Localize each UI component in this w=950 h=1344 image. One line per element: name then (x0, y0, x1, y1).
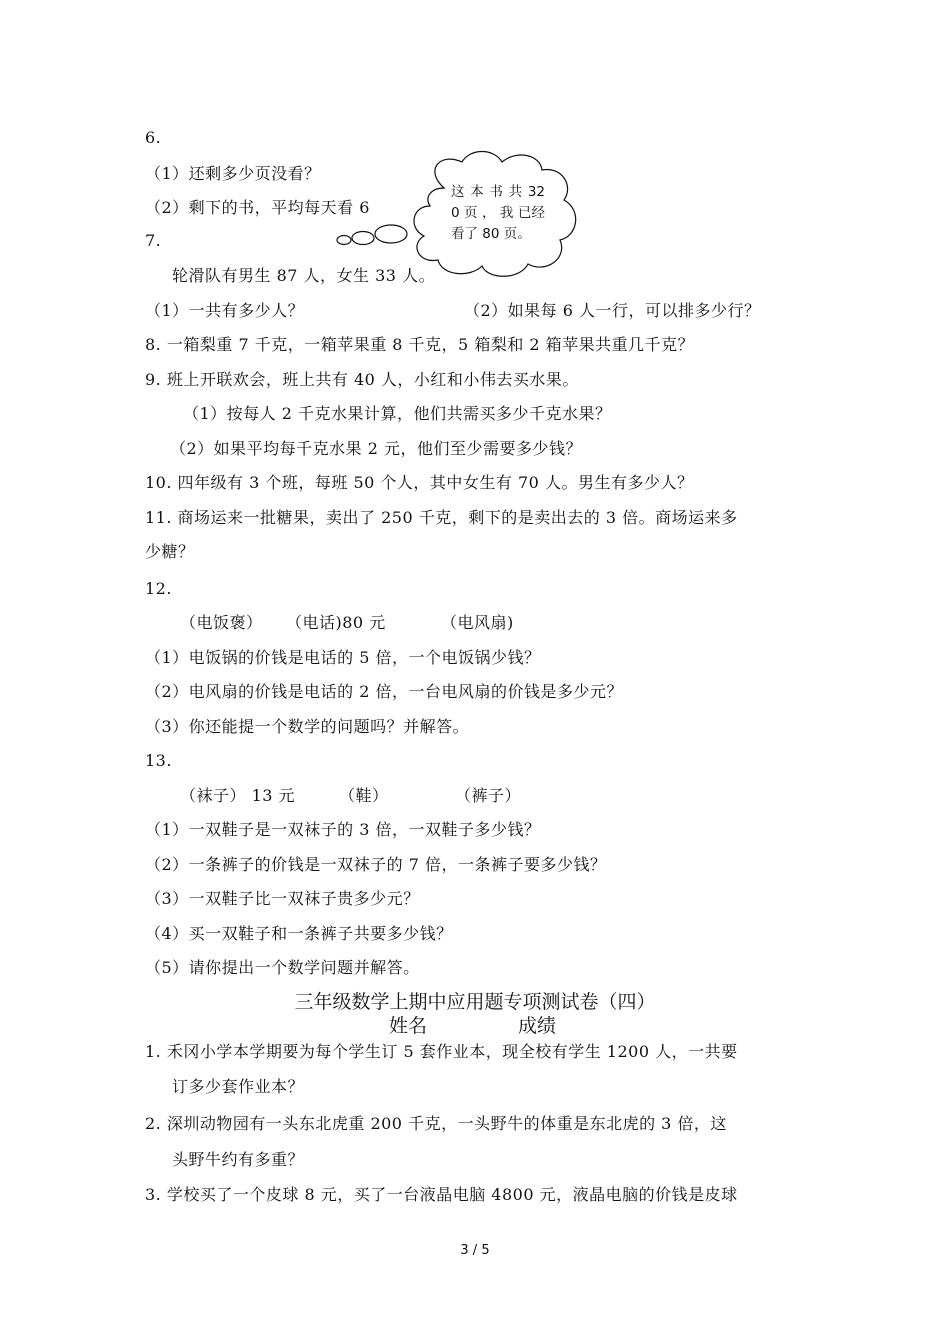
item-electric-fan: （电风扇) (441, 613, 514, 632)
section-question-1-line-2: 订多少套作业本？ (172, 1077, 305, 1096)
question-13-part-2: （2）一条裤子的价钱是一双袜子的 7 倍，一条裤子要多少钱？ (145, 855, 607, 874)
question-10: 10. 四年级有 3 个班，每班 50 个人，其中女生有 70 人。男生有多少人？ (145, 473, 694, 492)
question-6-number: 6. (145, 128, 162, 147)
question-13-number: 13. (145, 751, 172, 770)
question-7-part-1: （1）一共有多少人？ (145, 301, 305, 320)
item-shoes: （鞋） (339, 786, 389, 805)
item-pants: （裤子） (455, 786, 522, 805)
question-12-part-2: （2）电风扇的价钱是电话的 2 倍，一台电风扇的价钱是多少元？ (145, 682, 624, 701)
item-socks-price: （袜子） 13 元 (180, 786, 296, 805)
question-9-part-1: （1）按每人 2 千克水果计算，他们共需买多少千克水果？ (183, 404, 612, 423)
page-number: 3 / 5 (460, 1243, 490, 1258)
question-6-part-1: （1）还剩多少页没看？ (145, 164, 321, 183)
question-11-line-2: 少糖？ (145, 542, 195, 561)
question-12-number: 12. (145, 579, 172, 598)
question-13-part-3: （3）一双鞋子比一双袜子贵多少元？ (145, 889, 420, 908)
question-12-part-3: （3）你还能提一个数学的问题吗？并解答。 (145, 717, 470, 736)
question-11-line-1: 11. 商场运来一批糖果，卖出了 250 千克，剩下的是卖出去的 3 倍。商场运来多 (145, 508, 738, 527)
question-13-part-4: （4）买一双鞋子和一条裤子共要多少钱？ (145, 924, 453, 943)
section-question-1-line-1: 1. 禾冈小学本学期要为每个学生订 5 套作业本，现全校有学生 1200 人，一共要 (145, 1042, 738, 1061)
question-6-part-2: （2）剩下的书，平均每天看 6 (145, 198, 370, 217)
item-telephone-price: （电话)80 元 (286, 613, 386, 632)
name-label: 姓名 (389, 1015, 428, 1037)
section-question-2-line-2: 头野牛约有多重？ (172, 1150, 305, 1169)
question-9-part-2: （2）如果平均每千克水果 2 元，他们至少需要多少钱？ (170, 439, 583, 458)
score-label: 成绩 (518, 1015, 557, 1037)
question-9: 9. 班上开联欢会，班上共有 40 人，小红和小伟去买水果。 (145, 370, 579, 389)
section-title: 三年级数学上期中应用题专项测试卷（四） (294, 991, 656, 1013)
question-13-part-5: （5）请你提出一个数学问题并解答。 (145, 958, 420, 977)
question-7-statement: 轮滑队有男生 87 人，女生 33 人。 (172, 266, 436, 285)
thought-cloud-text: 这 本 书 共 320 页 ， 我 已经看了 80 页。 (451, 184, 545, 242)
question-8: 8. 一箱梨重 7 千克，一箱苹果重 8 千克，5 箱梨和 2 箱苹果共重几千克？ (145, 335, 695, 354)
question-12-part-1: （1）电饭锅的价钱是电话的 5 倍，一个电饭锅少钱？ (145, 648, 541, 667)
section-question-3-line-1: 3. 学校买了一个皮球 8 元，买了一台液晶电脑 4800 元，液晶电脑的价钱是皮球 (145, 1185, 738, 1204)
question-7-number: 7. (145, 231, 162, 250)
section-question-2-line-1: 2. 深圳动物园有一头东北虎重 200 千克，一头野牛的体重是东北虎的 3 倍，这 (145, 1114, 727, 1133)
question-13-part-1: （1）一双鞋子是一双袜子的 3 倍，一双鞋子多少钱？ (145, 820, 541, 839)
item-rice-cooker: （电饭褒） (180, 613, 263, 632)
question-7-part-2: （2）如果每 6 人一行，可以排多少行？ (464, 301, 761, 320)
